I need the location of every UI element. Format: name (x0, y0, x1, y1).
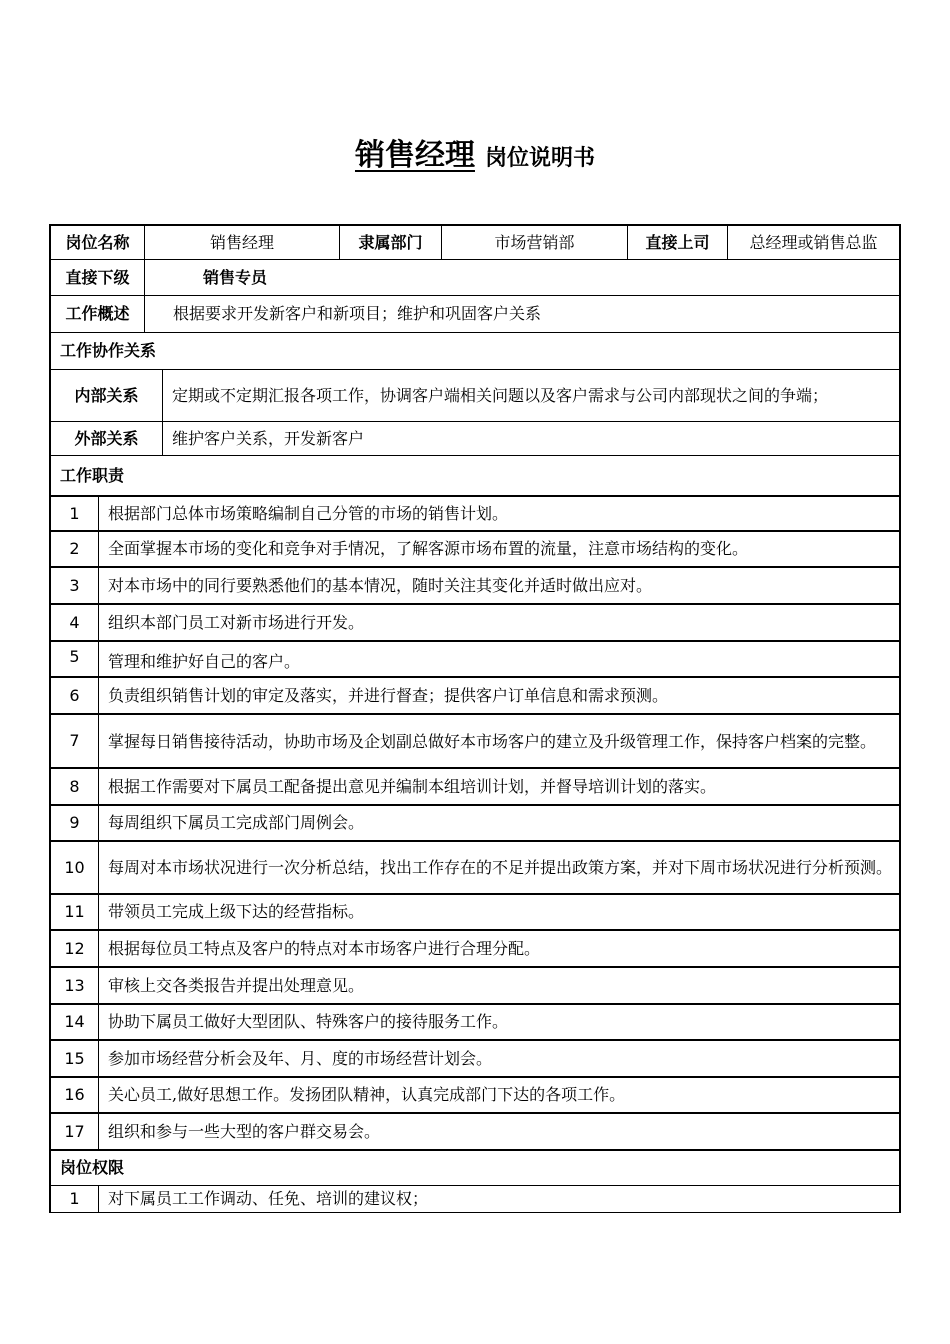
authority-section-label: 岗位权限 (60, 1158, 125, 1177)
duty-no: 8 (69, 776, 80, 796)
duty-no: 14 (64, 1012, 85, 1031)
duty-text: 审核上交各类报告并提出处理意见。 (108, 975, 365, 995)
duty-text: 对本市场中的同行要熟悉他们的基本情况，随时关注其变化并适时做出应对。 (108, 575, 653, 595)
duty-no: 4 (69, 612, 80, 632)
duty-text: 参加市场经营分析会及年、月、度的市场经营计划会。 (108, 1048, 493, 1068)
duty-no: 11 (64, 902, 85, 921)
external-label: 外部关系 (74, 428, 139, 448)
duty-no: 13 (64, 975, 85, 995)
duty-text: 带领员工完成上级下达的经营指标。 (108, 902, 365, 921)
internal-value: 定期或不定期汇报各项工作，协调客户端相关问题以及客户需求与公司内部现状之间的争端； (172, 386, 829, 405)
authority-no: 1 (69, 1189, 80, 1208)
duty-no: 16 (64, 1085, 85, 1104)
superior-value: 总经理或销售总监 (749, 232, 878, 252)
duty-no: 10 (64, 857, 85, 877)
duty-no: 17 (64, 1121, 85, 1141)
subordinate-value: 销售专员 (203, 267, 268, 287)
duty-text: 每周组织下属员工完成部门周例会。 (108, 813, 365, 832)
duty-text: 负责组织销售计划的审定及落实，并进行督查；提供客户订单信息和需求预测。 (108, 685, 669, 705)
duty-no: 1 (69, 503, 80, 523)
duty-text: 每周对本市场状况进行一次分析总结，找出工作存在的不足并提出政策方案，并对下周市场状况进行分析预测。 (108, 858, 893, 877)
title-sub: 岗位说明书 (484, 146, 595, 171)
authority-text: 对下属员工工作调动、任免、培训的建议权； (108, 1189, 429, 1208)
duty-text: 根据每位员工特点及客户的特点对本市场客户进行合理分配。 (108, 938, 541, 958)
superior-label: 直接上司 (645, 232, 710, 252)
dept-value: 市场营销部 (494, 232, 575, 252)
duty-text: 组织和参与一些大型的客户群交易会。 (108, 1121, 381, 1141)
relations-section-label: 工作协作关系 (60, 341, 157, 360)
overview-value: 根据要求开发新客户和新项目；维护和巩固客户关系 (173, 304, 542, 323)
duty-text: 全面掌握本市场的变化和竞争对手情况，了解客源市场布置的流量，注意市场结构的变化。 (108, 539, 749, 558)
duty-text: 根据部门总体市场策略编制自己分管的市场的销售计划。 (108, 503, 509, 523)
duty-text: 根据工作需要对下属员工配备提出意见并编制本组培训计划，并督导培训计划的落实。 (108, 776, 717, 796)
internal-label: 内部关系 (74, 385, 139, 405)
duty-no: 5 (69, 647, 80, 666)
overview-label: 工作概述 (65, 304, 130, 323)
duty-text: 掌握每日销售接待活动，协助市场及企划副总做好本市场客户的建立及升级管理工作，保持客户档案的完整。 (108, 731, 877, 751)
dept-label: 隶属部门 (358, 232, 423, 252)
duty-text: 关心员工,做好思想工作。发扬团队精神，认真完成部门下达的各项工作。 (108, 1085, 626, 1104)
title-main: 销售经理 (354, 138, 475, 173)
duty-text: 协助下属员工做好大型团队、特殊客户的接待服务工作。 (108, 1012, 509, 1031)
duty-text: 管理和维护好自己的客户。 (108, 652, 301, 671)
duty-no: 15 (64, 1048, 85, 1068)
duties-section-label: 工作职责 (60, 465, 125, 485)
subordinate-label: 直接下级 (65, 267, 130, 287)
duty-no: 9 (69, 813, 80, 832)
post-name-value: 销售经理 (209, 232, 274, 252)
duty-no: 12 (64, 938, 85, 958)
duty-no: 3 (69, 575, 80, 595)
duty-no: 6 (69, 685, 80, 705)
external-value: 维护客户关系，开发新客户 (172, 428, 365, 448)
post-name-label: 岗位名称 (65, 232, 130, 252)
duty-text: 组织本部门员工对新市场进行开发。 (108, 612, 365, 632)
duty-no: 2 (69, 539, 80, 558)
duty-no: 7 (69, 731, 80, 750)
